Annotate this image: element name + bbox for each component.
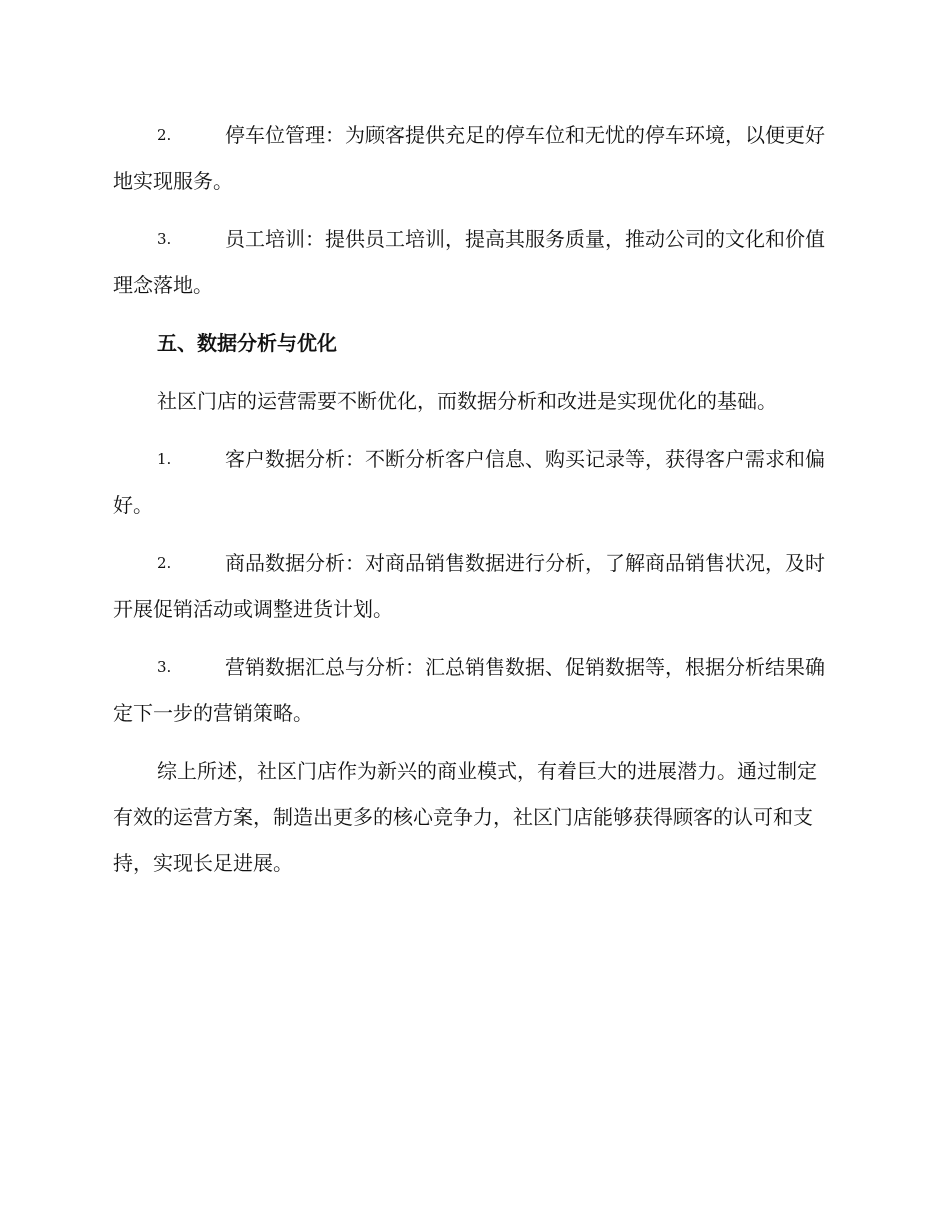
list-item-customer-data (113, 436, 835, 528)
list-item-text: 商品数据分析：对商品销售数据进行分析，了解商品销售状况，及时开展促销活动或调整进货计划。 (113, 551, 825, 621)
list-item-number: 2. (157, 126, 172, 144)
list-item-number: 3. (157, 230, 172, 248)
list-item-parking (113, 112, 835, 204)
conclusion-paragraph: 综上所述，社区门店作为新兴的商业模式，有着巨大的进展潜力。通过制定有效的运营方案，制造出更多的核心竞争力，社区门店能够获得顾客的认可和支持，实现长足进展。 (113, 759, 817, 875)
list-item-number: 3. (157, 658, 172, 676)
section-intro-paragraph: 社区门店的运营需要不断优化，而数据分析和改进是实现优化的基础。 (157, 389, 777, 413)
list-item-text: 客户数据分析：不断分析客户信息、购买记录等，获得客户需求和偏好。 (113, 447, 825, 517)
list-item-number: 1. (157, 450, 172, 468)
list-item-staff-training (113, 216, 835, 308)
list-item-number: 2. (157, 554, 172, 572)
list-item-text: 员工培训：提供员工培训，提高其服务质量，推动公司的文化和价值理念落地。 (113, 227, 825, 297)
list-item-marketing-data (113, 644, 835, 736)
section-heading: 五、数据分析与优化 (157, 331, 337, 355)
document-body (113, 112, 835, 898)
list-item-text: 停车位管理：为顾客提供充足的停车位和无忧的停车环境，以便更好地实现服务。 (113, 123, 825, 193)
list-item-text: 营销数据汇总与分析：汇总销售数据、促销数据等，根据分析结果确定下一步的营销策略。 (113, 655, 825, 725)
list-item-product-data (113, 540, 835, 632)
